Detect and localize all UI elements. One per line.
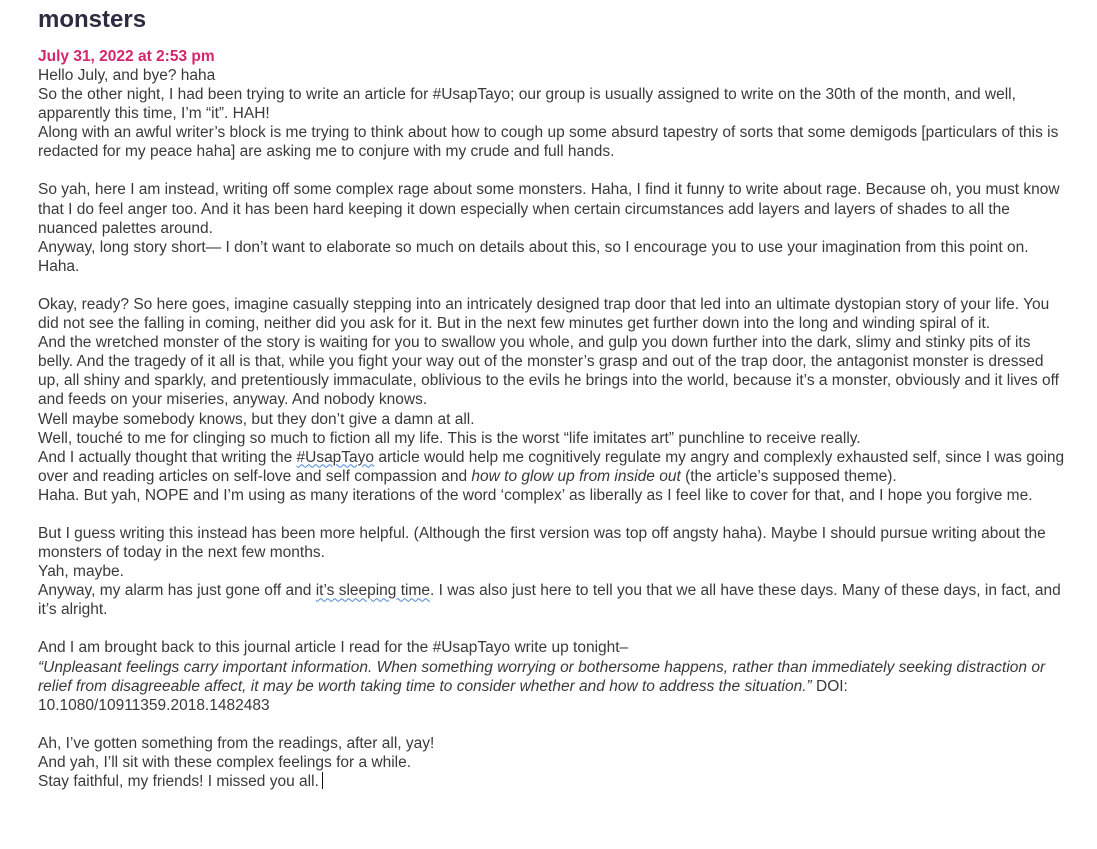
paragraph: Anyway, long story short— I don’t want to elaborate so much on details about this, so I encourage you to use your imagination from this point on. Haha. (38, 238, 1029, 275)
paragraph: And yah, I’ll sit with these complex feelings for a while. (38, 753, 412, 771)
paragraph: And the wretched monster of the story is waiting for you to swallow you whole, and gulp you down further into the dark, slimy and stinky pits of its belly. And the tragedy of it all is that, while you fight your way out of the monster’s grasp and out of the trap door, the antagonist monster is dressed up, all shiny and sparkly, and pretentiously immaculate, oblivious to the evils he brings into the world, because it’s a monster, obviously and it lives off and feeds on your miseries, anyway. And nobody knows. (38, 334, 1059, 409)
spellcheck-word[interactable]: #UsapTayo (296, 448, 375, 466)
text-run: article would help me cognitively regulate my angry and complexly exhausted self, since I was going over and reading articles on self-love and self compassion and (38, 448, 1065, 485)
paragraph: Ah, I’ve gotten something from the readings, after all, yay! (38, 734, 435, 752)
paragraph: Along with an awful writer’s block is me trying to think about how to cough up some absurd tapestry of sorts that some demigods [particulars of this is redacted for my peace haha] are asking me to conjure with my crude and full hands. (38, 124, 1059, 161)
paragraph: Hello July, and bye? haha (38, 67, 216, 84)
paragraph: So yah, here I am instead, writing off some complex rage about some monsters. Haha, I find it funny to write about rage. Because oh, you must know that I do feel anger too. And it has been hard keeping it down especially when certain circumstances add layers and layers of shades to all the nuanced palettes around. (38, 181, 1060, 237)
paragraph: So the other night, I had been trying to write an article for #UsapTayo; our group is usually assigned to write on the 30th of the month, and well, apparently this time, I’m “it”. HAH! (38, 86, 1016, 123)
blank-line (38, 505, 1068, 524)
blank-line (38, 715, 1068, 734)
blank-line (38, 276, 1068, 295)
paragraph: But I guess writing this instead has been more helpful. (Although the first version was top off angsty haha). Maybe I should pursue writing about the monsters of today in the next few months. (38, 524, 1046, 562)
paragraph: And I am brought back to this journal article I read for the #UsapTayo write up tonight– (38, 639, 629, 657)
text-run: . I was also just here to tell you that we all have these days. Many of these days, in fact, and it’s alright. (38, 582, 1061, 619)
text-run: Stay faithful, my friends! I missed you all. (38, 773, 319, 790)
paragraph: Haha. But yah, NOPE and I’m using as many iterations of the word ‘complex’ as liberally as I feel like to cover for that, and I hope you forgive me. (38, 486, 1033, 504)
post-body[interactable] (38, 66, 1068, 791)
paragraph (38, 772, 1068, 791)
paragraph: Yah, maybe. (38, 563, 124, 581)
page-title: monsters (38, 6, 147, 33)
text-run: (the article’s supposed theme). (680, 467, 897, 485)
paragraph: Well maybe somebody knows, but they don’t give a damn at all. (38, 410, 475, 428)
paragraph (38, 448, 1068, 486)
text-run: And I actually thought that writing the (38, 448, 297, 466)
paragraph: Okay, ready? So here goes, imagine casually stepping into an intricately designed trap door that led into an ultimate dystopian story of your life. You did not see the falling in coming, neither did you ask for it. But in the next few minutes get further down into the long and winding spiral of it. (38, 295, 1050, 333)
blank-line (38, 161, 1068, 180)
quote-text: “Unpleasant feelings carry important information. When something worrying or bothersome happens, rather than immediately seeking distraction or relief from disagreeable affect, it may be worth taking time to consider whether and how to address the situation.” (38, 658, 1046, 695)
journal-entry (38, 6, 1068, 791)
paragraph (38, 581, 1068, 619)
doi-text: DOI: 10.1080/10911359.2018.1482483 (38, 677, 848, 714)
paragraph (38, 658, 1068, 715)
text-cursor (322, 772, 324, 789)
paragraph: Well, touché to me for clinging so much to fiction all my life. This is the worst “life imitates art” punchline to receive really. (38, 429, 861, 447)
italic-text: how to glow up from inside out (471, 467, 681, 485)
spellcheck-phrase[interactable]: it’s sleeping time (315, 582, 431, 600)
text-run: Anyway, my alarm has just gone off and (38, 582, 316, 600)
post-date: July 31, 2022 at 2:53 pm (38, 48, 215, 65)
blank-line (38, 619, 1068, 638)
